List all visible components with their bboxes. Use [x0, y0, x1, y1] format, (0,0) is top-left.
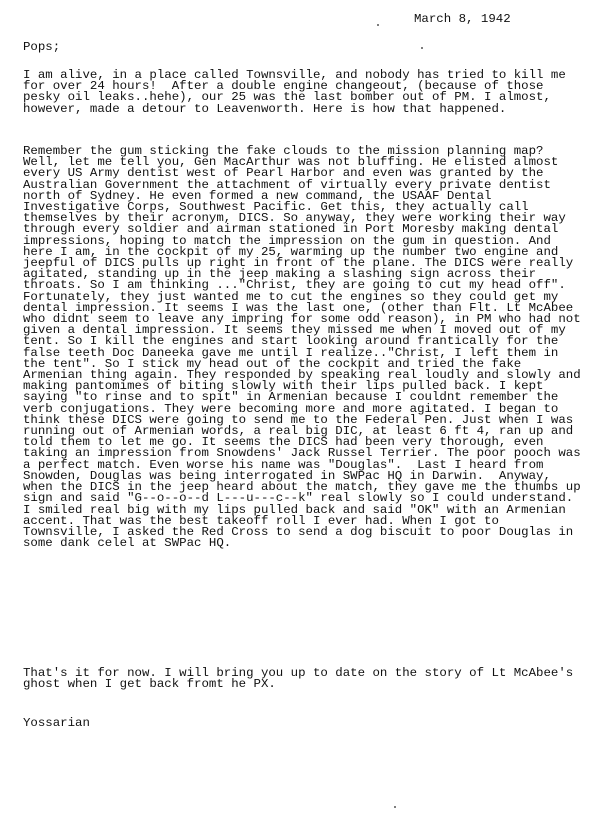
scan-speck [394, 806, 396, 808]
letter-date: March 8, 1942 [414, 12, 511, 26]
letter-salutation: Pops; [23, 40, 61, 54]
letter-signature: Yossarian [23, 716, 90, 730]
letter-paragraph-1: I am alive, in a place called Townsville, and nobody has tried to kill me for over 24 hours! After a double engine changeout, (because of those pesky oil leaks..hehe), our 25 was the last bomber out of PM. I almost, however, made a detour to Leavenworth. Here is how that happened. [23, 68, 574, 116]
scan-speck [421, 47, 423, 49]
letter-paragraph-2: Remember the gum sticking the fake clouds to the mission planning map? Well, let me tell you, Gen MacArthur was not bluffing. He elisted almost every US Army dentist west of Pearl Harbor and even was granted by the Australian Government the attachment of virtually every private dentist north of Sydney. He even formed a new command, the USAAF Dental Investigative Corps, Southwest Pacific. Get this, they actually call themselves by their acronym, DICS. So anyway, they were working their way through every soldier and airman stationed in Port Moresby making dental impressions, hoping to match the impression on the gum in question. And here I am, in the cockpit of my 25, warming up the number two engine and jeepful of DICS pulls up right in front of the plane. The DICS were really agitated, standing up in the jeep making a slashing sign across their throats. So I am thinking ..."Christ, they are going to cut my head off". Fortunately, they just wanted me to cut the engines so they could get my dental impression. It seems I was the last one, (other than Flt. Lt McAbee who didnt seem to leave any impring for some odd reason), in PM who had not given a dental impression. It seems they missed me when I moved out of my tent. So I kill the engines and start looking around frantically for the false teeth Doc Daneeka gave me until I realize.."Christ, I left them in the tent". So I stick my head out of the cockpit and tried the fake Armenian thing again. They responded by speaking real loudly and slowly and making pantomimes of biting slowly with their lips pulled back. I kept saying "to rinse and to spit" in Armenian because I couldnt remember the verb conjugations. They were becoming more and more agitated. I began to think these DICS were going to send me to the Federal Pen. Just when I was running out of Armenian words, a real big DIC, at least 6 ft 4, ran up and told them to let me go. It seems the DICS had been very thorough, even taking an impression from Snowdens' Jack Russel Terrier. The poor pooch was a perfect match. Even worse his name was "Douglas". Last I heard from Snowden, Douglas was being interrogated in SWPac HQ in Darwin. Anyway, when the DICS in the jeep heard about the match, they gave me the thumbs up sign and said "G--o--o--d L---u---c--k" real slowly so I could understand. I smiled real big with my lips pulled back and said "OK" with an Armenian accent. That was the best takeoff roll I ever had. When I got to Townsville, I asked the Red Cross to send a dog biscuit to poor Douglas in some dank celel at SWPac HQ. [23, 144, 589, 551]
scan-speck [377, 24, 379, 26]
letter-paragraph-3: That's it for now. I will bring you up to date on the story of Lt McAbee's ghost when I get back fromt he PX. [23, 666, 581, 692]
